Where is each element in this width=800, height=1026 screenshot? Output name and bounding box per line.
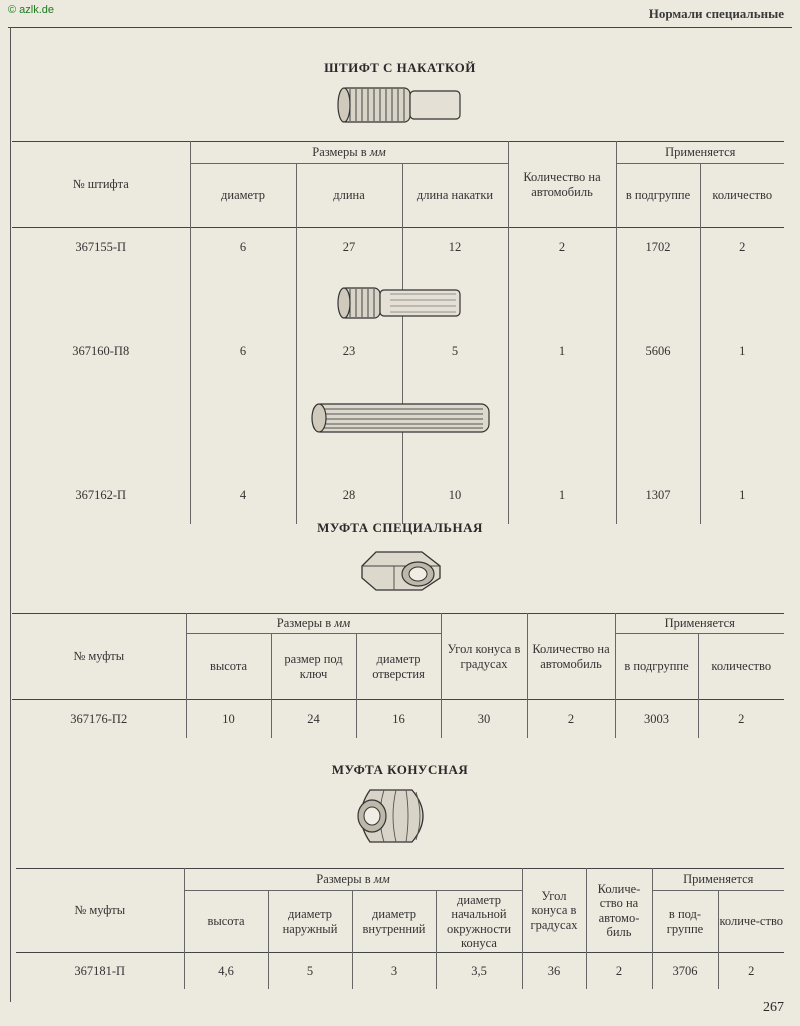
col-qty-car: Количе-ство на автомо-биль	[586, 869, 652, 953]
col-quantity: количество	[698, 634, 784, 700]
col-length: длина	[296, 164, 402, 228]
table-special-coupling	[12, 613, 784, 738]
col-group-dimensions: Размеры в мм	[186, 614, 441, 634]
knurled-pin-illustration-2	[330, 282, 466, 324]
col-quantity: количество	[700, 164, 784, 228]
col-height: высота	[186, 634, 271, 700]
table-row: 367181-П 4,6 5 3 3,5 36 2 3706 2	[16, 953, 784, 989]
knurled-pin-illustration-1	[330, 82, 466, 128]
table-row: 367162-П 4 28 10 1 1307 1	[12, 398, 784, 524]
col-hole-diameter: диаметр отверстия	[356, 634, 441, 700]
running-header: Нормали специальные	[648, 6, 784, 21]
table-row: 367176-П2 10 24 16 30 2 3003 2	[12, 700, 784, 738]
col-number: № муфты	[74, 903, 126, 918]
section-title-special-coupling: МУФТА СПЕЦИАЛЬНАЯ	[317, 520, 483, 535]
page-number: 267	[763, 1000, 784, 1015]
section-title-pin: ШТИФТ С НАКАТКОЙ	[324, 60, 476, 75]
col-qty-car: Количество на автомобиль	[508, 142, 616, 228]
col-quantity: количе-ство	[718, 891, 784, 953]
col-group-dimensions: Размеры в мм	[190, 142, 508, 164]
col-group-applied: Применяется	[615, 614, 784, 634]
col-cone-angle: Угол конуса в градусах	[522, 869, 586, 953]
col-group-applied: Применяется	[652, 869, 784, 891]
table-row: 367160-П8 6 23 5 1 5606 1	[12, 266, 784, 398]
table-row: 367155-П 6 27 12 2 1702 2	[12, 228, 784, 266]
col-group-dimensions: Размеры в мм	[184, 869, 522, 891]
col-in-group: в под-группе	[652, 891, 718, 953]
header-rule	[8, 27, 792, 28]
col-height: высота	[184, 891, 268, 953]
col-cone-pitch-diameter: диаметр начальной окружности конуса	[436, 891, 522, 953]
special-coupling-illustration	[356, 544, 446, 596]
col-knurl-length: длина накатки	[402, 164, 508, 228]
conical-coupling-illustration	[348, 784, 440, 848]
col-group-applied: Применяется	[616, 142, 784, 164]
col-inner-diameter: диаметр внутренний	[352, 891, 436, 953]
col-qty-car: Количество на автомобиль	[527, 614, 615, 700]
table-conical-coupling	[16, 868, 784, 989]
col-in-group: в подгруппе	[615, 634, 698, 700]
col-number: № штифта	[72, 177, 129, 192]
left-frame-rule	[10, 27, 11, 1002]
col-number: № муфты	[73, 649, 125, 664]
col-wrench-size: размер под ключ	[271, 634, 356, 700]
col-in-group: в подгруппе	[616, 164, 700, 228]
col-cone-angle: Угол конуса в градусах	[441, 614, 527, 700]
col-diameter: диаметр	[190, 164, 296, 228]
col-outer-diameter: диаметр наружный	[268, 891, 352, 953]
knurled-pin-illustration-3	[303, 400, 495, 436]
section-title-conical-coupling: МУФТА КОНУСНАЯ	[331, 762, 469, 777]
watermark: © azlk.de	[8, 4, 55, 16]
table-pins	[12, 141, 784, 524]
